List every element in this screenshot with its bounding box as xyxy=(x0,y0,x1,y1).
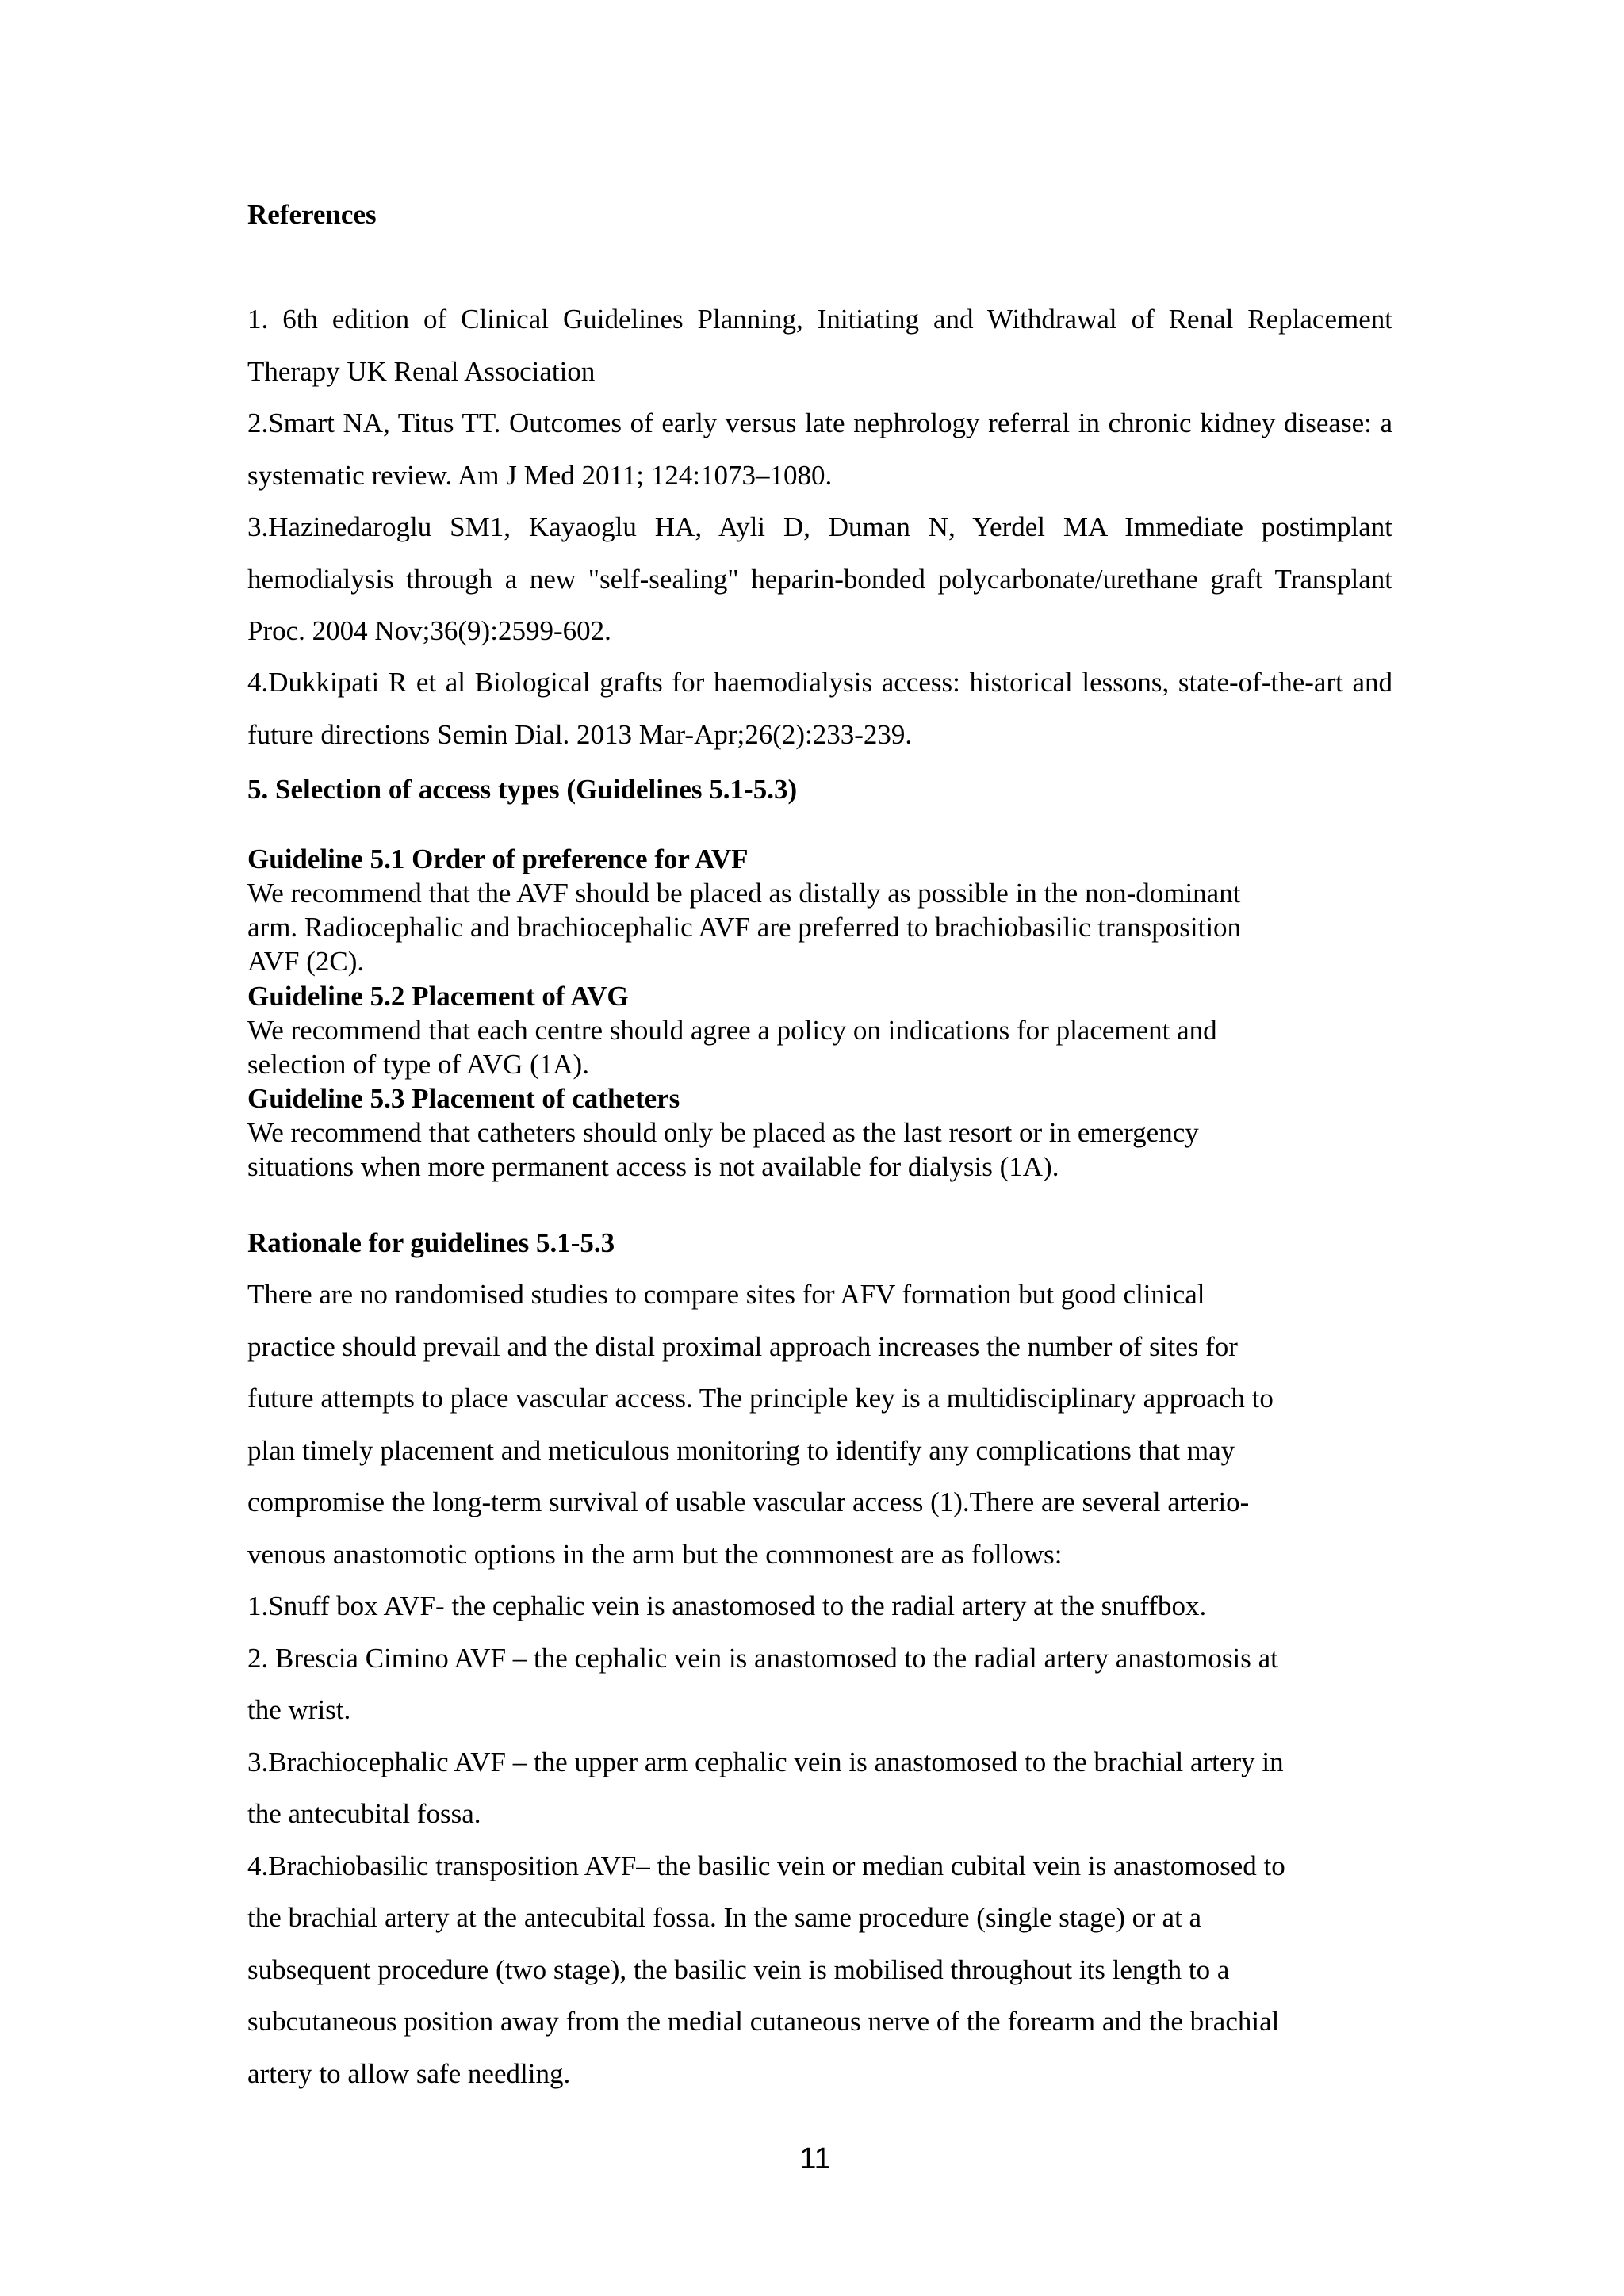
reference-item-3: 3.Hazinedaroglu SM1, Kayaoglu HA, Ayli D, Duman N, Yerdel MA Immediate postimplant hemodialysis through a new "self-sealing" heparin-bonded polycarbonate/urethane graft Transplant Proc. 2004 Nov;36(9):2599-602. xyxy=(247,511,1392,646)
guideline-5-1-line: arm. Radiocephalic and brachiocephalic AVF are preferred to brachiobasilic transposition xyxy=(247,912,1242,943)
rationale-line: subcutaneous position away from the medial cutaneous nerve of the forearm and the brachial xyxy=(247,2006,1280,2037)
guideline-5-3-line: We recommend that catheters should only be placed as the last resort or in emergency xyxy=(247,1117,1199,1148)
guideline-5-1-line: AVF (2C). xyxy=(247,946,365,977)
rationale-line: 4.Brachiobasilic transposition AVF– the basilic vein or median cubital vein is anastomosed to xyxy=(247,1850,1285,1881)
references-heading: References xyxy=(247,199,377,230)
section-5-heading: 5. Selection of access types (Guidelines 5.1-5.3) xyxy=(247,774,798,805)
reference-item-4: 4.Dukkipati R et al Biological grafts for haemodialysis access: historical lessons, state-of-the-art and future directions Semin Dial. 2013 Mar-Apr;26(2):233-239. xyxy=(247,667,1392,750)
guideline-5-1-title: Guideline 5.1 Order of preference for AVF xyxy=(247,844,749,874)
rationale-line: 2. Brescia Cimino AVF – the cephalic vein is anastomosed to the radial artery anastomosis at xyxy=(247,1643,1278,1674)
rationale-line: There are no randomised studies to compare sites for AFV formation but good clinical xyxy=(247,1279,1205,1310)
guideline-5-3-title: Guideline 5.3 Placement of catheters xyxy=(247,1083,680,1114)
rationale-line: future attempts to place vascular access. The principle key is a multidisciplinary approach to xyxy=(247,1383,1274,1414)
rationale-line: practice should prevail and the distal proximal approach increases the number of sites for xyxy=(247,1331,1238,1362)
page-number-text: 11 xyxy=(799,2142,831,2175)
guideline-5-3-line: situations when more permanent access is not available for dialysis (1A). xyxy=(247,1151,1059,1182)
guideline-5-1-line: We recommend that the AVF should be placed as distally as possible in the non-dominant xyxy=(247,878,1241,909)
rationale-heading: Rationale for guidelines 5.1-5.3 xyxy=(247,1227,615,1258)
rationale-line: venous anastomotic options in the arm but the commonest are as follows: xyxy=(247,1539,1063,1570)
rationale-line: 1.Snuff box AVF- the cephalic vein is anastomosed to the radial artery at the snuffbox. xyxy=(247,1590,1207,1621)
reference-item-1: 1. 6th edition of Clinical Guidelines Planning, Initiating and Withdrawal of Renal Replacement Therapy UK Renal Association xyxy=(247,304,1392,387)
rationale-line: plan timely placement and meticulous monitoring to identify any complications that may xyxy=(247,1435,1235,1466)
rationale-line: artery to allow safe needling. xyxy=(247,2058,571,2089)
rationale-line: the antecubital fossa. xyxy=(247,1798,481,1829)
guideline-5-2-line: We recommend that each centre should agree a policy on indications for placement and xyxy=(247,1015,1217,1046)
document-page xyxy=(247,0,1392,2296)
reference-item-2: 2.Smart NA, Titus TT. Outcomes of early versus late nephrology referral in chronic kidney disease: a systematic review. Am J Med 2011; 124:1073–1080. xyxy=(247,408,1392,491)
rationale-line: compromise the long-term survival of usable vascular access (1).There are several arterio- xyxy=(247,1487,1250,1517)
rationale-line: the wrist. xyxy=(247,1694,351,1725)
rationale-line: 3.Brachiocephalic AVF – the upper arm cephalic vein is anastomosed to the brachial artery in xyxy=(247,1747,1284,1777)
rationale-line: the brachial artery at the antecubital fossa. In the same procedure (single stage) or at a xyxy=(247,1902,1202,1933)
guideline-5-2-line: selection of type of AVG (1A). xyxy=(247,1049,589,1080)
rationale-line: subsequent procedure (two stage), the basilic vein is mobilised throughout its length to a xyxy=(247,1954,1230,1985)
guideline-5-2-title: Guideline 5.2 Placement of AVG xyxy=(247,981,629,1012)
